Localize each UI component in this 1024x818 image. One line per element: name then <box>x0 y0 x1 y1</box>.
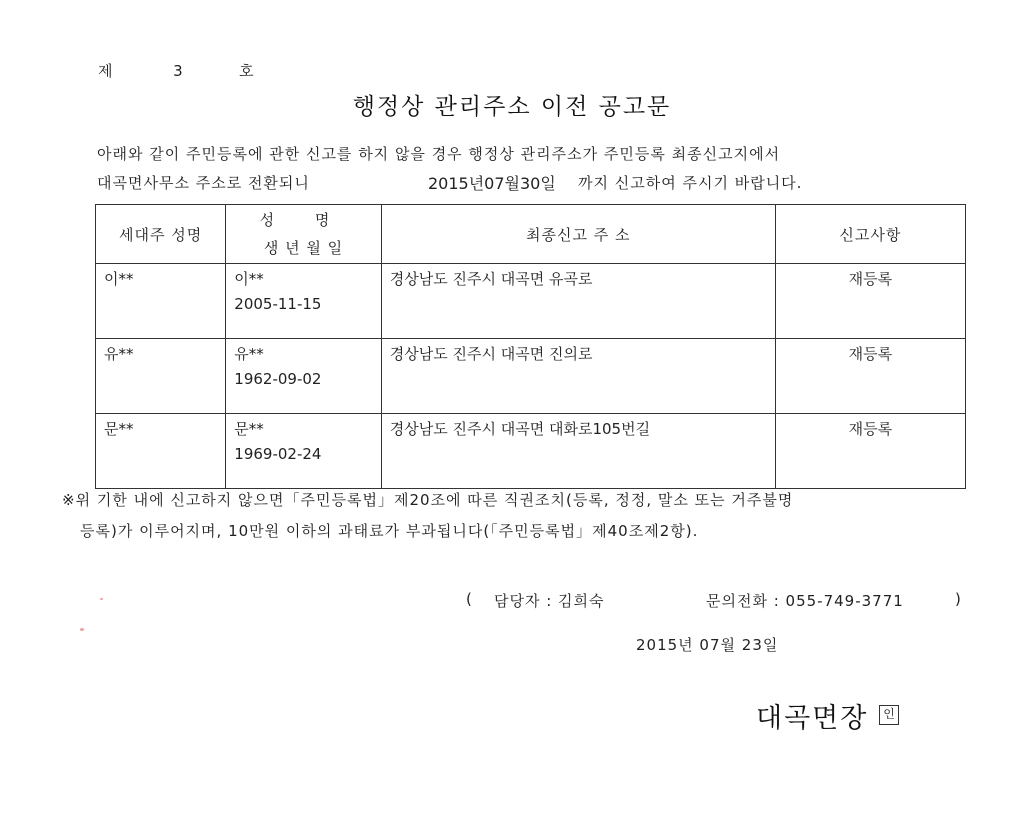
issuer-title: 대곡면장 <box>756 703 869 734</box>
cell-name: 문** <box>234 420 264 438</box>
table-row <box>96 339 966 414</box>
scan-speck <box>100 598 103 600</box>
cell-name-birth <box>226 414 382 489</box>
table-header-row <box>96 205 966 264</box>
header-householder: 세대주 성명 <box>96 205 226 264</box>
body-line-1: 아래와 같이 주민등록에 관한 신고를 하지 않을 경우 행정상 관리주소가 주민등록 최종신고지에서 <box>97 145 781 163</box>
cell-name-birth <box>226 264 382 339</box>
cell-householder: 유** <box>96 339 226 414</box>
cell-report-type: 재등록 <box>775 414 965 489</box>
notice-title: 행정상 관리주소 이전 공고문 <box>352 94 672 120</box>
contact-phone: 문의전화 : 055-749-3771 <box>706 592 904 610</box>
table-row <box>96 264 966 339</box>
cell-name-birth <box>226 339 382 414</box>
notice-number-suffix: 호 <box>239 62 255 80</box>
notice-number-prefix: 제 <box>98 62 114 80</box>
records-table <box>95 204 966 489</box>
contact-open-paren: ( <box>466 590 472 608</box>
header-report-type: 신고사항 <box>775 205 965 264</box>
contact-close-paren: ) <box>955 590 961 608</box>
cell-birth: 2005-11-15 <box>234 295 322 313</box>
body-line-2-end: 까지 신고하여 주시기 바랍니다. <box>578 174 803 192</box>
contact-person: 담당자 : 김희숙 <box>494 592 605 610</box>
notice-number <box>98 60 255 81</box>
body-line-2-start: 대곡면사무소 주소로 전환되니 <box>97 174 310 192</box>
cell-name: 유** <box>234 345 264 363</box>
cell-address: 경상남도 진주시 대곡면 진의로 <box>381 339 775 414</box>
header-name-birth <box>226 205 382 264</box>
cell-birth: 1962-09-02 <box>234 370 322 388</box>
cell-address: 경상남도 진주시 대곡면 대화로105번길 <box>381 414 775 489</box>
header-name: 성 명 <box>259 211 348 229</box>
seal-stamp: 인 <box>879 705 899 725</box>
header-address: 최종신고 주 소 <box>381 205 775 264</box>
cell-birth: 1969-02-24 <box>234 445 322 463</box>
note-line-2: 등록)가 이루어지며, 10만원 이하의 과태료가 부과됩니다(「주민등록법」제40조제2항). <box>80 522 699 540</box>
cell-report-type: 재등록 <box>775 339 965 414</box>
cell-report-type: 재등록 <box>775 264 965 339</box>
cell-householder: 이** <box>96 264 226 339</box>
cell-name: 이** <box>234 270 264 288</box>
table-row <box>96 414 966 489</box>
issue-date: 2015년 07월 23일 <box>636 636 779 654</box>
scan-speck <box>80 628 84 631</box>
deadline-date: 2015년07월30일 <box>428 174 556 193</box>
header-birth: 생 년 월 일 <box>263 239 344 257</box>
note-line-1: ※위 기한 내에 신고하지 않으면「주민등록법」제20조에 따른 직권조치(등록, 정정, 말소 또는 거주불명 <box>62 491 794 509</box>
notice-number-value: 3 <box>173 62 184 80</box>
cell-address: 경상남도 진주시 대곡면 유곡로 <box>381 264 775 339</box>
cell-householder: 문** <box>96 414 226 489</box>
